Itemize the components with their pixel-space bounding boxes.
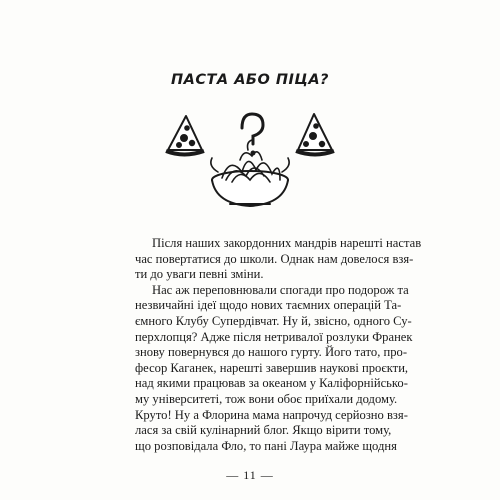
text-line: Круто! Ну а Флорина мама напрочуд серйозно взя- [135, 407, 408, 422]
text-line: Після наших закордонних мандрів нарешті настав [152, 236, 422, 250]
text-line: Нас аж переповнювали спогади про подорож та [152, 282, 409, 297]
question-mark-icon [242, 114, 263, 156]
text-line: лася за свій кулінарний блог. Якщо вірити тому, [135, 423, 392, 438]
pizza-slice-icon [296, 114, 334, 155]
text-line: час повертатися до школи. Однак нам довелося взя- [135, 251, 414, 266]
page-number: — 11 — [226, 468, 274, 482]
text-line: ємного Клубу Супердівчат. Ну й, звісно, одного Су- [135, 313, 412, 328]
text-line: му університеті, тож вони обоє приїхали додому. [135, 391, 398, 406]
pasta-bowl-icon [211, 140, 289, 206]
text-line: над якими працював за океаном у Каліфорнійсько- [135, 376, 408, 391]
chapter-illustration [160, 100, 340, 215]
paragraph-1 [118, 236, 422, 283]
text-line: що розповідала Фло, то пані Лаура майже щодня [135, 438, 397, 453]
text-line: перхлопця? Адже після нетривалої розлуки Франек [135, 329, 413, 344]
chapter-title: ПАСТА АБО ПІЦА? [171, 72, 329, 88]
text-line: фесор Каганек, нарешті завершив наукові проєкти, [135, 360, 409, 375]
text-line: ти до уваги певні зміни. [135, 267, 264, 282]
text-line: знову повернувся до нашого гурту. Його тато, про- [135, 345, 408, 360]
paragraph-2 [118, 282, 413, 455]
chapter-body [118, 236, 422, 454]
pizza-slice-icon [166, 116, 204, 155]
text-line: незвичайні ідеї щодо нових таємних операцій Та- [135, 298, 402, 313]
